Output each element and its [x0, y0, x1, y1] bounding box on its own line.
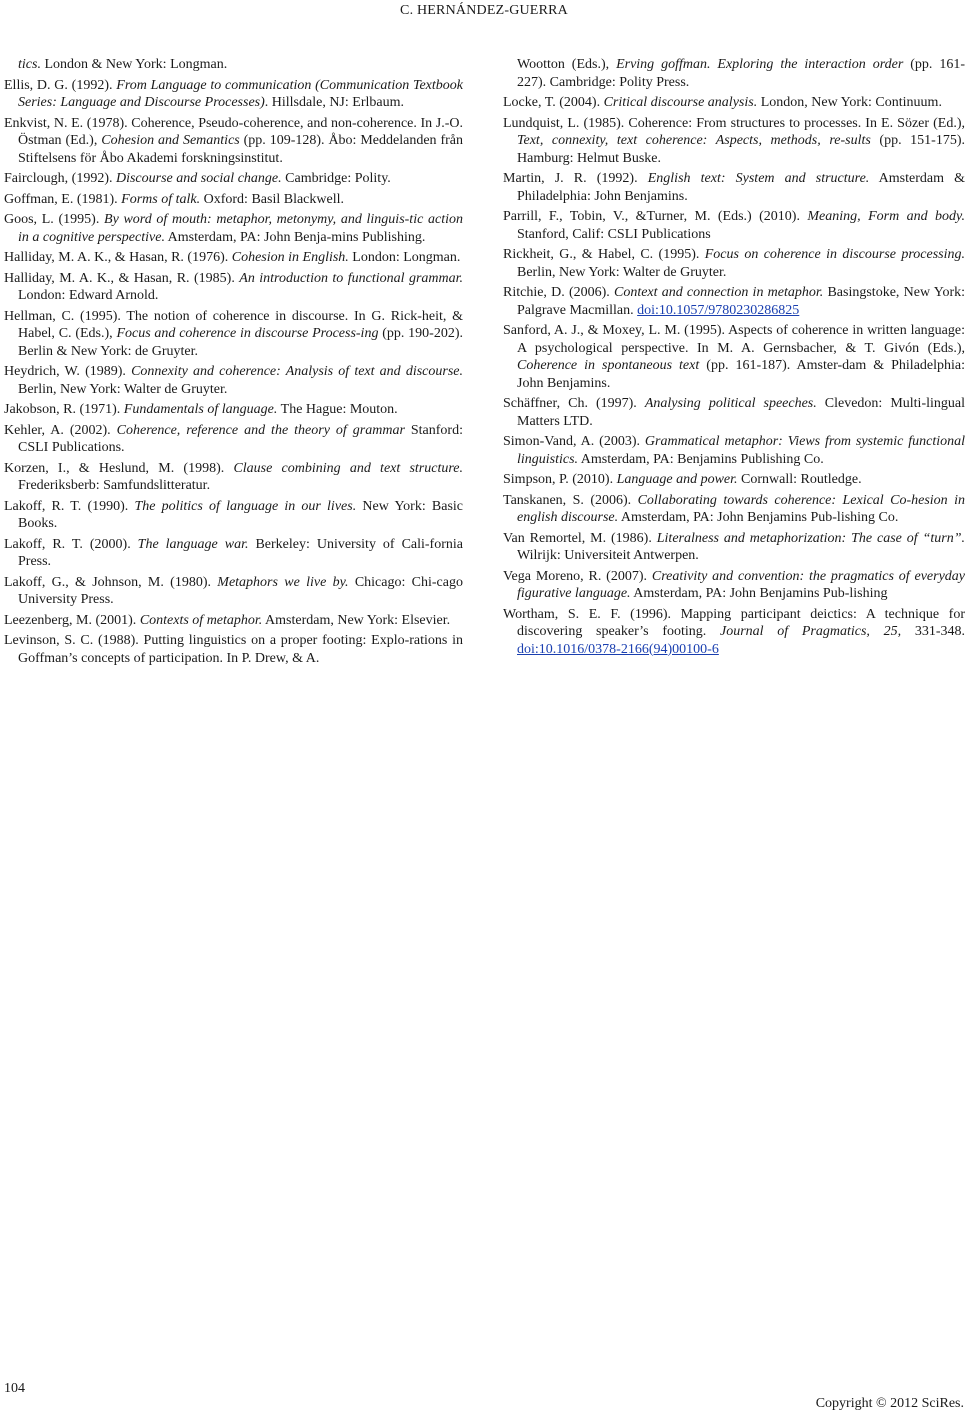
reference-entry — [503, 606, 965, 659]
reference-entry — [4, 536, 463, 571]
reference-text: Stanford: CSLI Publications. — [18, 422, 463, 455]
reference-text: (pp. 151-175). Hamburg: Helmut Buske. — [517, 133, 965, 166]
reference-text: Levinson, S. C. (1988). Putting linguistics on a proper footing: Explo-rations in Goffman’s concepts of participation. In P. Drew, & A. — [4, 633, 463, 666]
reference-title: tics. — [18, 57, 41, 72]
reference-title: Collaborating towards coherence: Lexical Co-hesion in english discourse. — [517, 492, 965, 525]
reference-text: Heydrich, W. (1989). — [4, 364, 132, 379]
reference-entry — [4, 308, 463, 361]
reference-entry — [503, 568, 965, 603]
reference-title: Grammatical metaphor: Views from systemic functional linguistics. — [517, 434, 965, 467]
reference-title: Coherence in spontaneous text — [517, 358, 700, 373]
reference-text: Jakobson, R. (1971). — [4, 402, 124, 417]
reference-text: Rickheit, G., & Habel, C. (1995). — [503, 247, 705, 262]
reference-text: Wootton (Eds.), — [517, 57, 617, 72]
reference-text: Chicago: Chi-cago University Press. — [18, 574, 463, 607]
reference-text: Cornwall: Routledge. — [737, 472, 862, 487]
reference-text: . Hillsdale, NJ: Erlbaum. — [264, 95, 404, 110]
reference-text: Amsterdam & Philadelphia: John Benjamins. — [517, 171, 966, 204]
reference-text: New York: Basic Books. — [18, 498, 463, 531]
reference-entry — [503, 115, 965, 168]
reference-entry — [4, 363, 463, 398]
reference-text: Kehler, A. (2002). — [4, 422, 117, 438]
reference-title: Clause combining and text structure. — [233, 460, 464, 476]
reference-text: Locke, T. (2004). — [503, 95, 604, 110]
reference-entry — [4, 170, 463, 188]
reference-title: Text, connexity, text coherence: Aspects, methods, re-sults — [517, 133, 871, 148]
reference-title: The politics of language in our lives. — [134, 498, 357, 514]
reference-entry — [4, 401, 463, 419]
reference-text: Berkeley: University of Cali-fornia Press. — [18, 536, 463, 569]
reference-title: Fundamentals of language. — [123, 402, 278, 417]
reference-text: Halliday, M. A. K., & Hasan, R. (1985). — [4, 270, 240, 286]
reference-text: Amsterdam, PA: John Benjamins Pub-lishing Co. — [618, 510, 899, 525]
reference-title: Cohesion and Semantics — [101, 133, 240, 148]
reference-entry — [503, 492, 965, 527]
reference-text: Amsterdam, PA: John Benjamins Pub-lishing — [630, 586, 888, 601]
reference-entry — [503, 284, 965, 319]
reference-entry — [4, 574, 463, 609]
reference-entry — [4, 460, 463, 495]
reference-title: The language war. — [137, 536, 249, 552]
reference-text: Cambridge: Polity. — [281, 171, 391, 186]
reference-title: Analysing political speeches. — [644, 396, 817, 411]
reference-title: Connexity and coherence: Analysis of text and discourse. — [131, 364, 464, 379]
reference-title: Contexts of metaphor. — [139, 612, 263, 628]
reference-text: (pp. 161-187). Amster-dam & Philadelphia: John Benjamins. — [517, 358, 966, 391]
reference-title: Erving goffman. Exploring the interaction order — [616, 57, 904, 72]
reference-entry — [4, 270, 463, 305]
reference-title: Journal of Pragmatics, 25, — [720, 624, 902, 639]
reference-text: Enkvist, N. E. (1978). Coherence, Pseudo-coherence, and non-coherence. In J.-O. Östman (Ed.), — [4, 115, 463, 148]
reference-text: Lundquist, L. (1985). Coherence: From structures to processes. In E. Sözer (Ed.), — [503, 115, 965, 131]
reference-title: Language and power. — [616, 472, 738, 487]
reference-text: Halliday, M. A. K., & Hasan, R. (1976). — [4, 250, 232, 265]
reference-text: Wortham, S. E. F. (1996). Mapping participant deictics: A technique for discovering speaker’s footing. — [503, 606, 965, 639]
reference-text: Amsterdam, New York: Elsevier. — [262, 612, 451, 628]
doi-link[interactable]: doi:10.1057/9780230286825 — [637, 302, 800, 318]
reference-text: Tanskanen, S. (2006). — [503, 492, 638, 508]
reference-text: Korzen, I., & Heslund, M. (1998). — [4, 460, 234, 476]
reference-text: Van Remortel, M. (1986). — [503, 530, 657, 546]
reference-text: London & New York: Longman. — [40, 57, 228, 72]
reference-text: Lakoff, G., & Johnson, M. (1980). — [4, 574, 218, 590]
reference-text: Stanford, Calif: CSLI Publications — [517, 226, 711, 242]
reference-title: Literalness and metaphorization: The case of “turn”. — [656, 530, 965, 546]
reference-title: Coherence, reference and the theory of grammar — [116, 422, 405, 438]
reference-text: Basingstoke, New York: Palgrave Macmillan. — [517, 285, 965, 318]
reference-entry — [503, 433, 965, 468]
reference-text: Wilrijk: Universiteit Antwerpen. — [517, 548, 699, 563]
reference-text: London, New York: Continuum. — [757, 95, 942, 110]
reference-entry — [503, 208, 965, 243]
reference-title: Meaning, Form and body. — [807, 209, 965, 224]
reference-text: Clevedon: Multi-lingual Matters LTD. — [517, 396, 965, 429]
reference-title: Focus and coherence in discourse Process-ing — [116, 326, 379, 341]
reference-title: An introduction to functional grammar. — [239, 270, 464, 286]
reference-text: Oxford: Basil Blackwell. — [200, 191, 344, 207]
reference-entry — [4, 211, 463, 246]
reference-entry — [503, 395, 965, 430]
doi-link[interactable]: doi:10.1016/0378-2166(94)00100-6 — [517, 641, 719, 657]
reference-title: English text: System and structure. — [647, 171, 870, 186]
reference-entry — [4, 632, 463, 667]
reference-entry — [503, 530, 965, 565]
reference-entry — [4, 115, 463, 168]
reference-text: Lakoff, R. T. (1990). — [4, 498, 135, 514]
reference-text: Martin, J. R. (1992). — [503, 171, 648, 186]
reference-entry — [503, 246, 965, 281]
reference-text: Berlin, New York: Walter de Gruyter. — [18, 381, 228, 397]
reference-text: Hellman, C. (1995). The notion of coherence in discourse. In G. Rick-heit, & Habel, C. (Eds.), — [4, 308, 463, 341]
reference-title: Context and connection in metaphor. — [613, 285, 824, 300]
reference-title: Metaphors we live by. — [217, 574, 349, 590]
reference-text: Sanford, A. J., & Moxey, L. M. (1995). Aspects of coherence in written language: A psychological perspective. In M. A. Gernsbacher, & T. Givón (Eds.), — [503, 323, 965, 356]
reference-text: London: Edward Arnold. — [18, 288, 159, 303]
reference-text: Lakoff, R. T. (2000). — [4, 536, 138, 552]
reference-title: Focus on coherence in discourse processing. — [704, 247, 966, 262]
copyright-notice: Copyright © 2012 SciRes. — [815, 1396, 964, 1411]
reference-text: Vega Moreno, R. (2007). — [503, 568, 652, 584]
reference-text: Schäffner, Ch. (1997). — [503, 396, 645, 411]
reference-entry — [503, 94, 965, 112]
reference-title: Forms of talk. — [121, 191, 201, 207]
reference-text: Ellis, D. G. (1992). — [4, 77, 117, 93]
reference-entry — [4, 191, 463, 209]
reference-title: By word of mouth: metaphor, metonymy, and linguis-tic action in a cognitive perspective. — [18, 212, 463, 245]
reference-entry — [4, 77, 463, 112]
reference-entry — [503, 170, 965, 205]
reference-text: Simpson, P. (2010). — [503, 472, 617, 487]
reference-entry — [4, 612, 463, 630]
reference-title: Cohesion in English. — [231, 250, 349, 265]
reference-title: Creativity and convention: the pragmatics of everyday figurative language. — [517, 568, 965, 601]
reference-title: Discourse and social change. — [115, 171, 282, 186]
reference-text: Fairclough, (1992). — [4, 171, 116, 186]
page-number: 104 — [4, 1381, 25, 1396]
reference-text: Ritchie, D. (2006). — [503, 285, 614, 300]
reference-text: Amsterdam, PA: Benjamins Publishing Co. — [578, 451, 824, 467]
reference-text: Frederiksberb: Samfundslitteratur. — [18, 478, 211, 493]
reference-text: Amsterdam, PA: John Benja-mins Publishing. — [164, 229, 426, 245]
reference-title: Critical discourse analysis. — [603, 95, 758, 110]
reference-text: Goos, L. (1995). — [4, 212, 105, 227]
reference-text: (pp. 190-202). Berlin & New York: de Gruyter. — [18, 326, 463, 359]
reference-text: (pp. 161- 227). Cambridge: Polity Press. — [517, 57, 966, 90]
reference-entry — [4, 56, 463, 74]
reference-entry — [4, 422, 463, 457]
reference-text: Parrill, F., Tobin, V., &Turner, M. (Eds.) (2010). — [503, 209, 808, 224]
reference-text: Leezenberg, M. (2001). — [4, 612, 140, 628]
reference-text: 331-348. — [901, 624, 965, 639]
reference-entry — [503, 322, 965, 392]
reference-text: (pp. 109-128). Åbo: Meddelanden från Stiftelsens för Åbo Akademi forskningsinstitut. — [18, 133, 464, 166]
reference-title: From Language to communication (Communication Textbook Series: Language and Discourse Processes) — [18, 77, 464, 110]
reference-entry — [4, 249, 463, 267]
reference-entry — [503, 56, 965, 91]
reference-entry — [503, 471, 965, 489]
references-right-column — [503, 56, 965, 661]
reference-text: Simon-Vand, A. (2003). — [503, 434, 645, 449]
reference-text: Goffman, E. (1981). — [4, 191, 122, 207]
reference-entry — [4, 498, 463, 533]
running-head: C. HERNÁNDEZ-GUERRA — [400, 3, 568, 18]
reference-text: Berlin, New York: Walter de Gruyter. — [517, 264, 727, 280]
reference-text: London: Longman. — [348, 250, 461, 265]
reference-text: The Hague: Mouton. — [277, 402, 398, 417]
references-left-column — [4, 56, 463, 670]
